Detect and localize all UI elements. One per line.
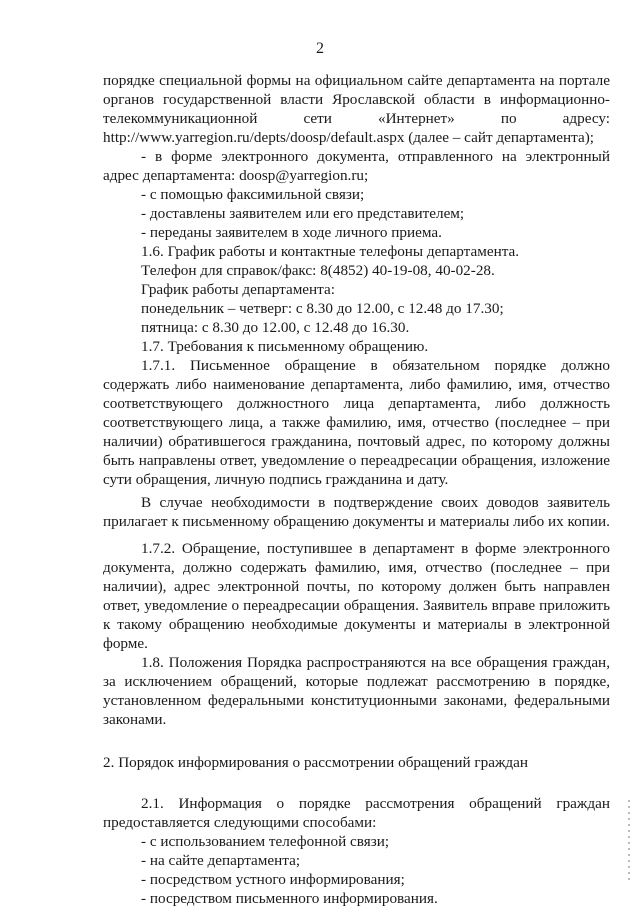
list-item-website: - на сайте департамента;: [141, 852, 301, 869]
list-item-written: - посредством письменного информирования.: [141, 890, 438, 907]
document-body: [103, 71, 610, 908]
page-number: 2: [316, 40, 324, 57]
list-item-fax: - с помощью факсимильной связи;: [141, 186, 365, 203]
schedule-mon-thu: понедельник – четверг: с 8.30 до 12.00, с 12.48 до 17.30;: [141, 300, 504, 317]
clause-1-7-heading: 1.7. Требования к письменному обращению.: [141, 338, 429, 355]
list-item-oral: - посредством устного информирования;: [141, 871, 405, 888]
list-item-delivered: - доставлены заявителем или его представителем;: [141, 205, 465, 222]
clause-2-1: 2.1. Информация о порядке рассмотрения обращений граждан предоставляется следующими способами:: [103, 795, 610, 831]
phone-fax-line: Телефон для справок/факс: 8(4852) 40-19-08, 40-02-28.: [141, 262, 495, 279]
scan-edge-mark: [628, 800, 630, 880]
paragraph-submission-site: порядке специальной формы на официальном сайте департамента на портале органов государственной власти Ярославской области в информационно-телекоммуникационной сети «Интернет» по адресу: http://www.yarregion.ru/depts/doosp/default.aspx (далее – сайт департамента);: [103, 72, 610, 146]
clause-1-7-1: 1.7.1. Письменное обращение в обязательном порядке должно содержать либо наименование департамента, либо фамилию, имя, отчество соответствующего должностного лица департамента, либо должность соответствующего лица, а также фамилию, имя, отчество (последнее – при наличии) обратившегося гражданина, почтовый адрес, по которому должны быть направлены ответ, уведомление о переадресации обращения, изложение сути обращения, личную подпись гражданина и дату.: [103, 357, 610, 488]
list-item-phone: - с использованием телефонной связи;: [141, 833, 390, 850]
clause-1-7-2: 1.7.2. Обращение, поступившее в департамент в форме электронного документа, должно содержать фамилию, имя, отчество (последнее – при наличии), адрес электронной почты, по которому должен быть направлен ответ, уведомление о переадресации обращения. Заявитель вправе приложить к такому обращению необходимые документы и материалы в электронной форме.: [103, 540, 610, 652]
schedule-heading: График работы департамента:: [141, 281, 335, 298]
clause-1-8: 1.8. Положения Порядка распространяются на все обращения граждан, за исключением обращений, которые подлежат рассмотрению в порядке, установленном федеральными конституционными законами, федеральными законами.: [103, 654, 610, 728]
list-item-personal: - переданы заявителем в ходе личного приема.: [141, 224, 442, 241]
clause-1-7-1-attachments: В случае необходимости в подтверждение своих доводов заявитель прилагает к письменному обращению документы и материалы либо их копии.: [103, 494, 610, 530]
schedule-friday: пятница: с 8.30 до 12.00, с 12.48 до 16.30.: [141, 319, 410, 336]
list-item-email: - в форме электронного документа, отправленного на электронный адрес департамента: doosp@yarregion.ru;: [103, 148, 610, 184]
clause-1-6-heading: 1.6. График работы и контактные телефоны департамента.: [141, 243, 520, 260]
section-2-heading: 2. Порядок информирования о рассмотрении обращений граждан: [103, 754, 529, 771]
